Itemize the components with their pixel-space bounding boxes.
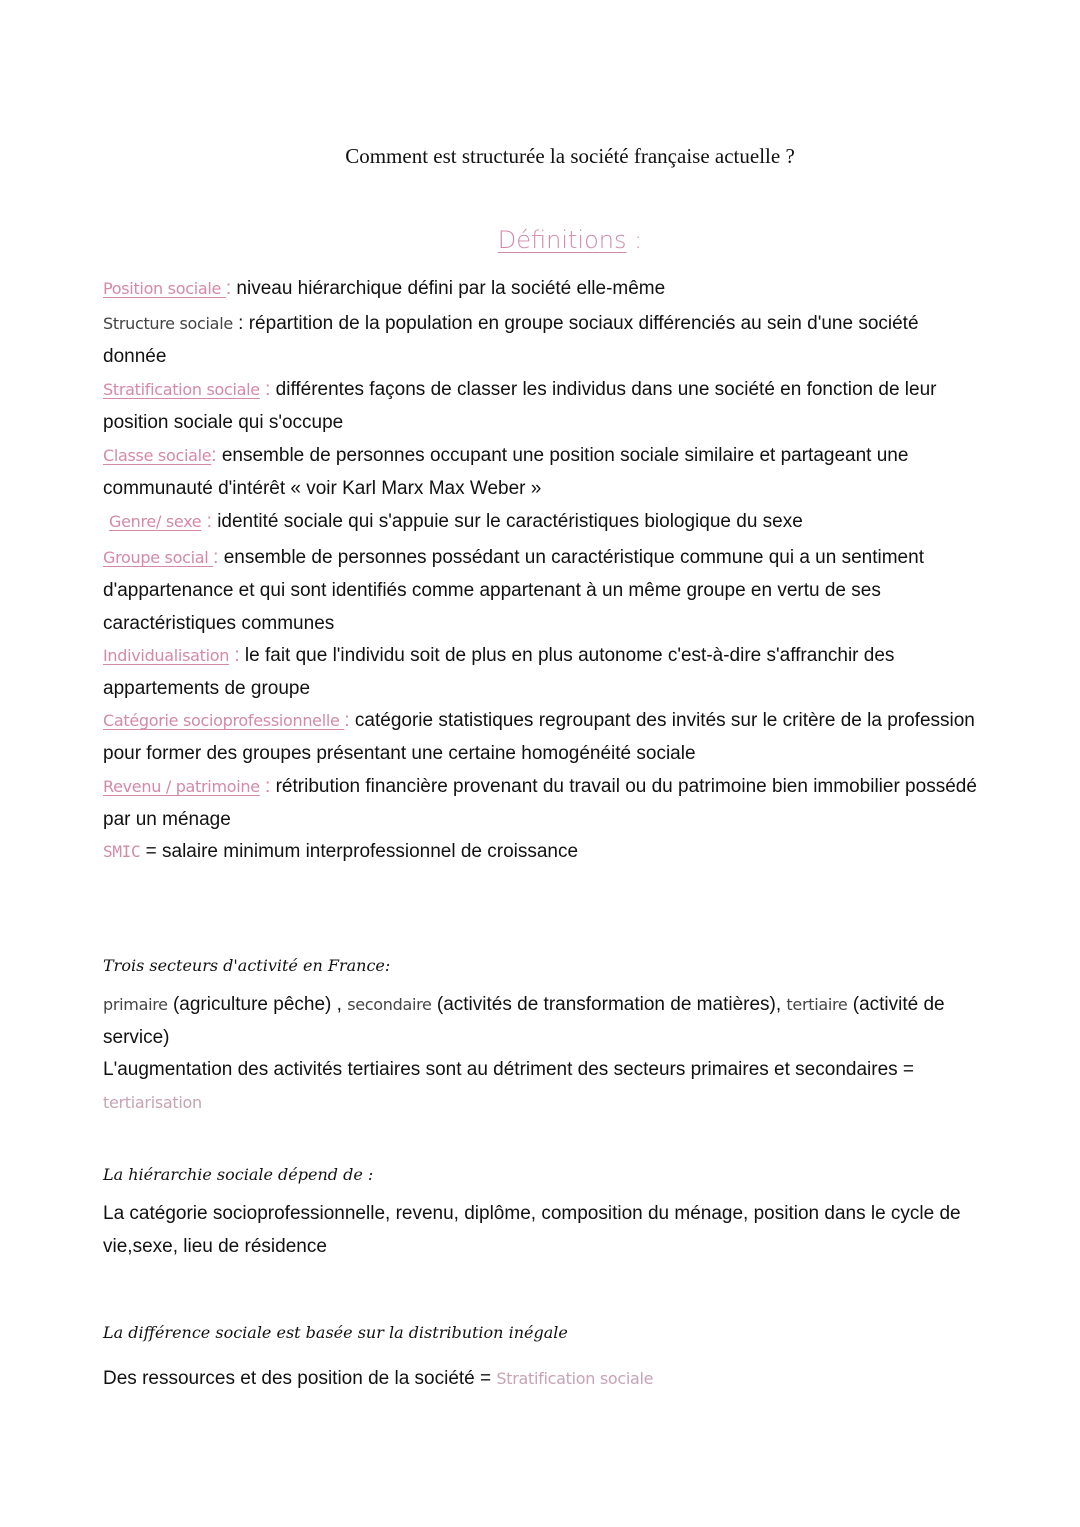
page-title: Comment est structurée la société française actuelle ? xyxy=(345,144,795,168)
definition-text: répartition de la population en groupe sociaux différenciés au sein d'une société donnée xyxy=(103,313,919,367)
definition-term: Classe sociale xyxy=(103,446,212,465)
definition-separator: : xyxy=(232,313,249,334)
sectors-paragraph xyxy=(103,988,983,1054)
definitions-heading-colon: : xyxy=(626,226,643,254)
definition-separator: : xyxy=(211,445,222,466)
tertiarisation-paragraph xyxy=(103,1053,983,1119)
definition-separator: : xyxy=(213,547,224,568)
definition-position-sociale xyxy=(103,272,983,305)
definition-genre-sexe xyxy=(109,505,989,538)
definition-text: le fait que l'individu soit de plus en plus autonome c'est-à-dire s'affranchir des appartements de groupe xyxy=(103,645,895,699)
sector-secondaire: secondaire xyxy=(347,995,432,1014)
definition-text: ensemble de personnes occupant une position sociale similaire et partageant une communauté d'intérêt « voir Karl Marx Max Weber » xyxy=(103,445,909,499)
definitions-heading xyxy=(0,226,1080,254)
definition-text: niveau hiérarchique défini par la société elle-même xyxy=(236,278,666,299)
definition-term: Genre/ sexe xyxy=(109,512,202,531)
definition-individualisation xyxy=(103,639,983,705)
definition-term: SMIC xyxy=(103,842,141,861)
definition-text: identité sociale qui s'appuie sur le caractéristiques biologique du sexe xyxy=(217,511,803,532)
difference-heading: La différence sociale est basée sur la distribution inégale xyxy=(103,1323,568,1342)
definition-term: Catégorie socioprofessionnelle xyxy=(103,711,345,730)
definition-groupe-social xyxy=(103,541,983,640)
definition-stratification-sociale xyxy=(103,373,983,439)
sector-tertiaire: tertiaire xyxy=(786,995,848,1014)
definition-separator: : xyxy=(344,710,355,731)
definition-smic xyxy=(103,835,983,868)
definition-separator: : xyxy=(201,511,218,532)
definition-separator: : xyxy=(229,645,245,666)
difference-text: Des ressources et des position de la société = xyxy=(103,1368,497,1389)
hierarchy-text: La catégorie socioprofessionnelle, revenu, diplôme, composition du ménage, position dans le cycle de vie,sexe, lieu de résidence xyxy=(103,1203,961,1257)
definition-term: Groupe social xyxy=(103,548,214,567)
definition-text: différentes façons de classer les individus dans une société en fonction de leur position sociale qui s'occupe xyxy=(103,379,937,433)
sector-primaire-text: (agriculture pêche) , xyxy=(167,994,348,1015)
definition-classe-sociale xyxy=(103,439,983,505)
definition-term: Individualisation xyxy=(103,646,230,665)
sector-secondaire-text: (activités de transformation de matières), xyxy=(431,994,787,1015)
definition-text: = salaire minimum interprofessionnel de croissance xyxy=(145,841,579,862)
definition-term: Stratification sociale xyxy=(103,380,260,399)
definition-term: Revenu / patrimoine xyxy=(103,777,260,796)
sector-primaire: primaire xyxy=(103,995,168,1014)
definitions-heading-word: Définitions xyxy=(497,226,627,254)
tertiarisation-term: tertiarisation xyxy=(103,1093,202,1112)
definition-revenu-patrimoine xyxy=(103,770,983,836)
definition-text: catégorie statistiques regroupant des invités sur le critère de la profession pour former des groupes présentant une certaine homogénéité sociale xyxy=(103,710,975,764)
difference-term: Stratification sociale xyxy=(496,1369,654,1388)
difference-paragraph xyxy=(103,1362,983,1395)
definition-term: Structure sociale xyxy=(103,314,233,333)
definition-separator: : xyxy=(225,278,237,299)
augmentation-text: L'augmentation des activités tertiaires sont au détriment des secteurs primaires et secondaires = xyxy=(103,1059,915,1080)
definition-separator: : xyxy=(259,776,276,797)
definition-term: Position sociale xyxy=(103,279,226,298)
definition-structure-sociale xyxy=(103,307,983,373)
definition-categorie-socioprofessionnelle xyxy=(103,704,983,770)
definition-separator: : xyxy=(259,379,276,400)
hierarchy-heading: La hiérarchie sociale dépend de : xyxy=(103,1165,374,1184)
sectors-heading: Trois secteurs d'activité en France: xyxy=(103,956,391,975)
sector-tertiaire-text: (activité de service) xyxy=(103,994,945,1048)
definition-text: rétribution financière provenant du travail ou du patrimoine bien immobilier possédé par un ménage xyxy=(103,776,977,830)
definition-text: ensemble de personnes possédant un caractéristique commune qui a un sentiment d'appartenance et qui sont identifiés comme appartenant à un même groupe en vertu de ses caractéristiques communes xyxy=(103,547,924,634)
